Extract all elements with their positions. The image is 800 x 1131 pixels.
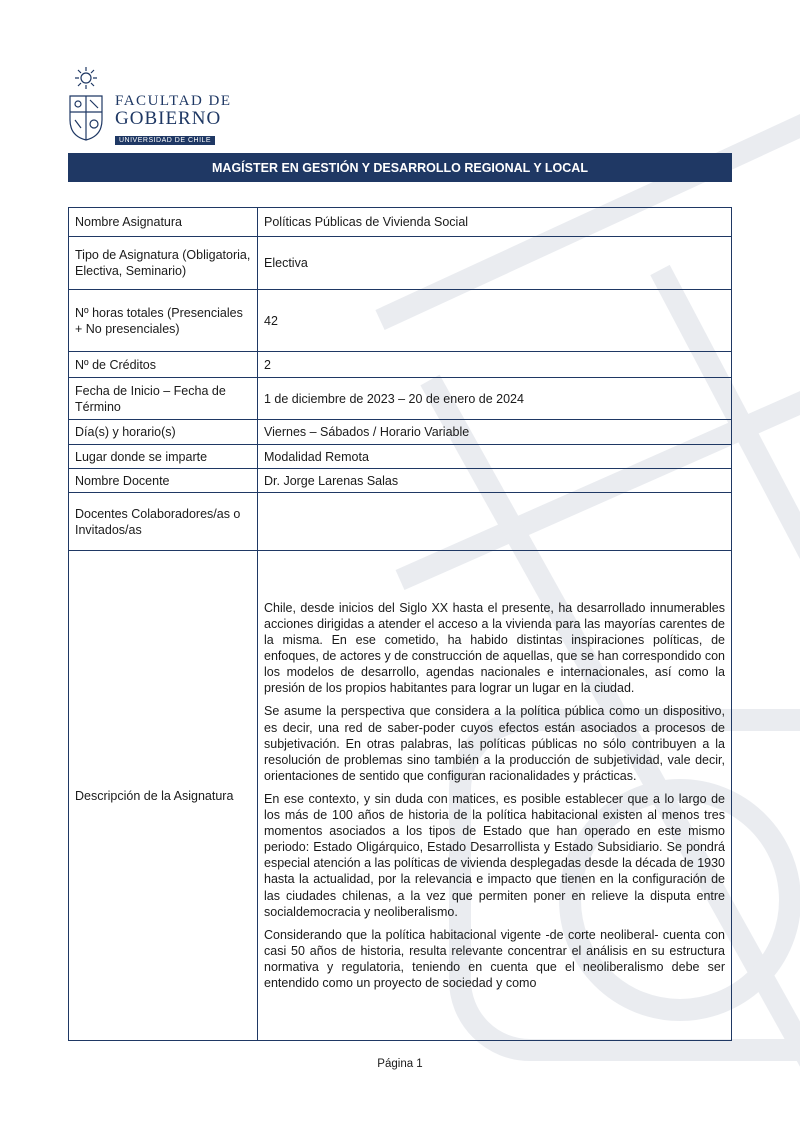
description-paragraph: Considerando que la política habitacional vigente -de corte neoliberal- cuenta con casi 50 años de historia, resulta relevante concentrar el análisis en su estructura normativa y regulatoria, teniendo en cuenta que el neoliberalismo debe ser entendido como un proyecto de sociedad y como	[264, 927, 725, 990]
logo-faculty-label: FACULTAD DE	[115, 93, 232, 109]
description-text	[258, 551, 732, 1041]
row-value: Electiva	[258, 237, 732, 290]
row-label: Tipo de Asignatura (Obligatoria, Electiva, Seminario)	[69, 237, 258, 290]
row-label: Nombre Docente	[69, 469, 258, 493]
page-number: Página 1	[377, 1058, 423, 1070]
table-row	[69, 352, 732, 378]
description-row	[69, 551, 732, 1041]
table-row	[69, 469, 732, 493]
row-label: Lugar donde se imparte	[69, 445, 258, 469]
table-row	[69, 420, 732, 445]
row-value	[258, 493, 732, 551]
row-label: Nombre Asignatura	[69, 208, 258, 237]
logo-gobierno-label: GOBIERNO	[115, 108, 222, 129]
row-value: 2	[258, 352, 732, 378]
description-paragraph: Chile, desde inicios del Siglo XX hasta el presente, ha desarrollado innumerables acciones dirigidas a atender el acceso a la vivienda para las mayorías carentes de la misma. En ese cometido, ha habido distintas inspiraciones políticas, de enfoques, de actores y de construcción de aquellas, que se han correspondido con los modelos de desarrollo, agendas nacionales e internacionales, así como la presión de los propios habitantes para lograr un lugar en la ciudad.	[264, 600, 725, 696]
course-info-table	[68, 207, 732, 1041]
row-label: Nº de Créditos	[69, 352, 258, 378]
row-value: 42	[258, 290, 732, 352]
description-paragraph: En ese contexto, y sin duda con matices, es posible establecer que a lo largo de los más de 100 años de historia de la política habitacional existen al menos tres momentos asociados a los tipos de Estado que han operado en este mismo periodo: Estado Oligárquico, Estado Desarrollista y Estado Subsidiario. Se pondrá especial atención a las políticas de vivienda desplegadas desde la década de 1930 hasta la actualidad, por la relevancia e impacto que tienen en la configuración de las ciudades chilenas, a la vez que permiten poner en relieve la disputa entre socialdemocracia y neoliberalismo.	[264, 791, 725, 919]
description-label: Descripción de la Asignatura	[69, 551, 258, 1041]
row-label: Día(s) y horario(s)	[69, 420, 258, 445]
row-label: Docentes Colaboradores/as o Invitados/as	[69, 493, 258, 551]
row-value: Políticas Públicas de Vivienda Social	[258, 208, 732, 237]
table-row	[69, 378, 732, 420]
row-value: 1 de diciembre de 2023 – 20 de enero de 2024	[258, 378, 732, 420]
row-value: Viernes – Sábados / Horario Variable	[258, 420, 732, 445]
table-row	[69, 208, 732, 237]
table-row	[69, 237, 732, 290]
logo-university-label: UNIVERSIDAD DE CHILE	[115, 136, 215, 145]
table-row	[69, 290, 732, 352]
row-label: Fecha de Inicio – Fecha de Término	[69, 378, 258, 420]
faculty-seal-icon	[66, 66, 106, 142]
row-value: Modalidad Remota	[258, 445, 732, 469]
row-value: Dr. Jorge Larenas Salas	[258, 469, 732, 493]
table-row	[69, 493, 732, 551]
logo-text	[115, 93, 232, 147]
row-label: Nº horas totales (Presenciales + No presenciales)	[69, 290, 258, 352]
description-paragraph: Se asume la perspectiva que considera a la política pública como un dispositivo, es decir, una red de saber-poder cuyos efectos están asociados a procesos de subjetivación. En otras palabras, las políticas públicas no sólo contribuyen a la resolución de problemas sino también a la producción de subjetividad, vale decir, orientaciones de sentido que configuran racionalidades y prácticas.	[264, 704, 725, 783]
program-title-banner: MAGÍSTER EN GESTIÓN Y DESARROLLO REGIONAL Y LOCAL	[68, 153, 732, 182]
table-row	[69, 445, 732, 469]
